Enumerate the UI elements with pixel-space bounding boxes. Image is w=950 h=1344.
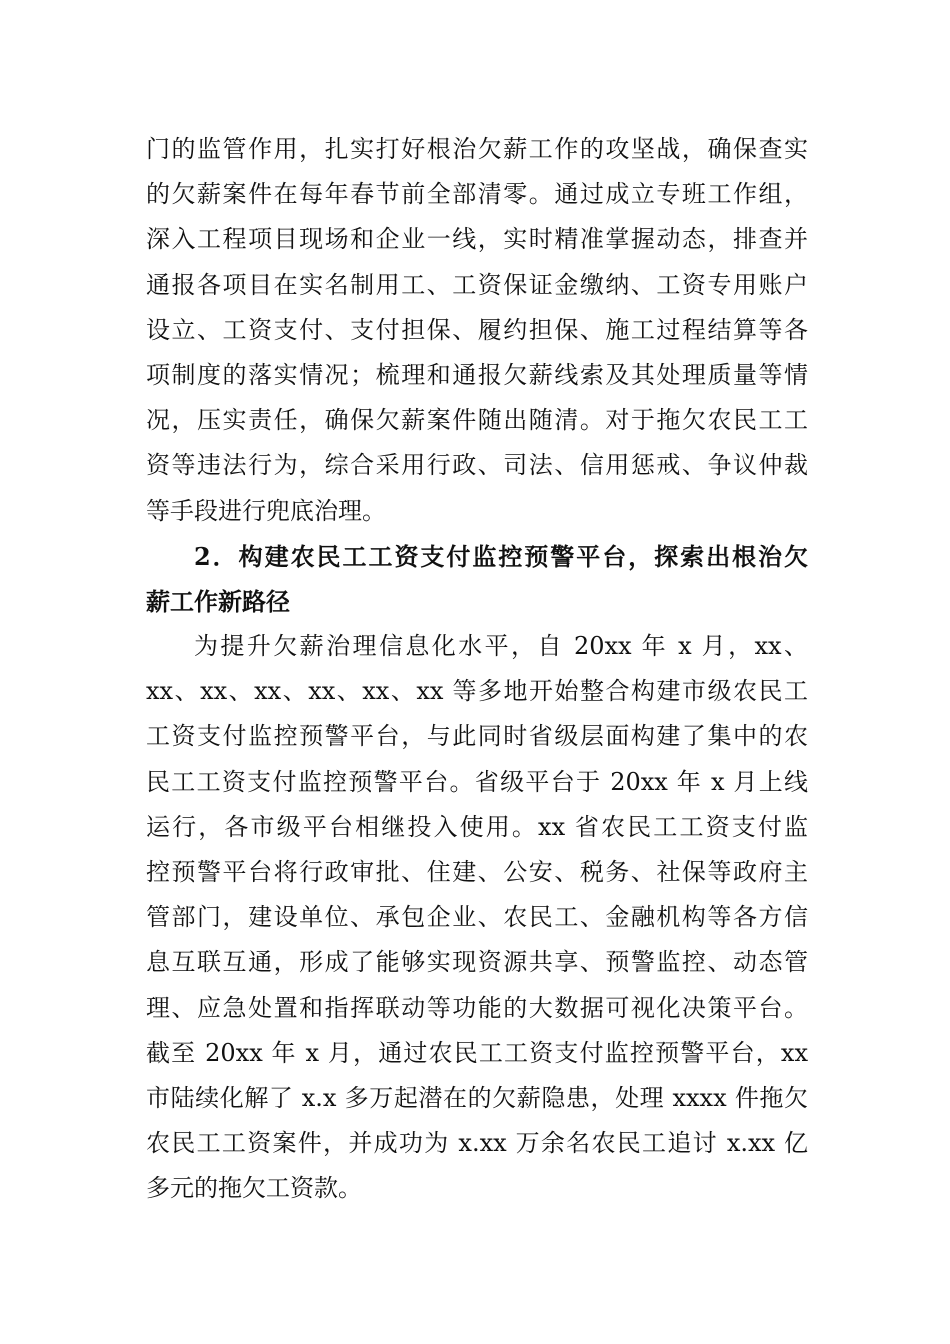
text-line: xx、xx、xx、xx、xx、xx 等多地开始整合构建市级农民工	[146, 677, 808, 706]
text-line: 息互联互通，形成了能够实现资源共享、预警监控、动态管	[146, 948, 808, 977]
text-line: 项制度的落实情况；梳理和通报欠薪线索及其处理质量等情	[146, 360, 808, 389]
text-line: 多元的拖欠工资款。	[146, 1174, 362, 1203]
text-line: 为提升欠薪治理信息化水平，自 20xx 年 x 月，xx、	[194, 632, 808, 661]
text-line: 农民工工资案件，并成功为 x.xx 万余名农民工追讨 x.xx 亿	[146, 1129, 808, 1158]
paragraph-2	[146, 624, 808, 1211]
text-line: 民工工资支付监控预警平台。省级平台于 20xx 年 x 月上线	[146, 767, 808, 796]
text-line: 等手段进行兜底治理。	[146, 496, 386, 525]
text-line: 截至 20xx 年 x 月，通过农民工工资支付监控预警平台，xx	[146, 1038, 808, 1067]
text-line: 的欠薪案件在每年春节前全部清零。通过成立专班工作组，	[146, 180, 808, 209]
heading-line: 2．构建农民工工资支付监控预警平台，探索出根治欠	[194, 541, 808, 571]
text-line: 运行，各市级平台相继投入使用。xx 省农民工工资支付监	[146, 812, 808, 841]
text-line: 资等违法行为，综合采用行政、司法、信用惩戒、争议仲裁	[146, 451, 808, 480]
text-line: 市陆续化解了 x.x 多万起潜在的欠薪隐患，处理 xxxx 件拖欠	[146, 1083, 808, 1112]
text-line: 深入工程项目现场和企业一线，实时精准掌握动态，排查并	[146, 225, 808, 254]
text-line: 工资支付监控预警平台，与此同时省级层面构建了集中的农	[146, 722, 808, 751]
heading-line: 薪工作新路径	[146, 586, 290, 616]
text-line: 设立、工资支付、支付担保、履约担保、施工过程结算等各	[146, 315, 808, 344]
paragraph-1	[146, 127, 808, 534]
text-line: 管部门，建设单位、承包企业、农民工、金融机构等各方信	[146, 903, 808, 932]
text-line: 通报各项目在实名制用工、工资保证金缴纳、工资专用账户	[146, 270, 808, 299]
text-line: 门的监管作用，扎实打好根治欠薪工作的攻坚战，确保查实	[146, 135, 808, 163]
document-page	[146, 127, 808, 1212]
text-line: 理、应急处置和指挥联动等功能的大数据可视化决策平台。	[146, 993, 808, 1022]
text-line: 况，压实责任，确保欠薪案件随出随清。对于拖欠农民工工	[146, 406, 808, 435]
section-heading	[146, 534, 808, 624]
text-line: 控预警平台将行政审批、住建、公安、税务、社保等政府主	[146, 858, 808, 886]
